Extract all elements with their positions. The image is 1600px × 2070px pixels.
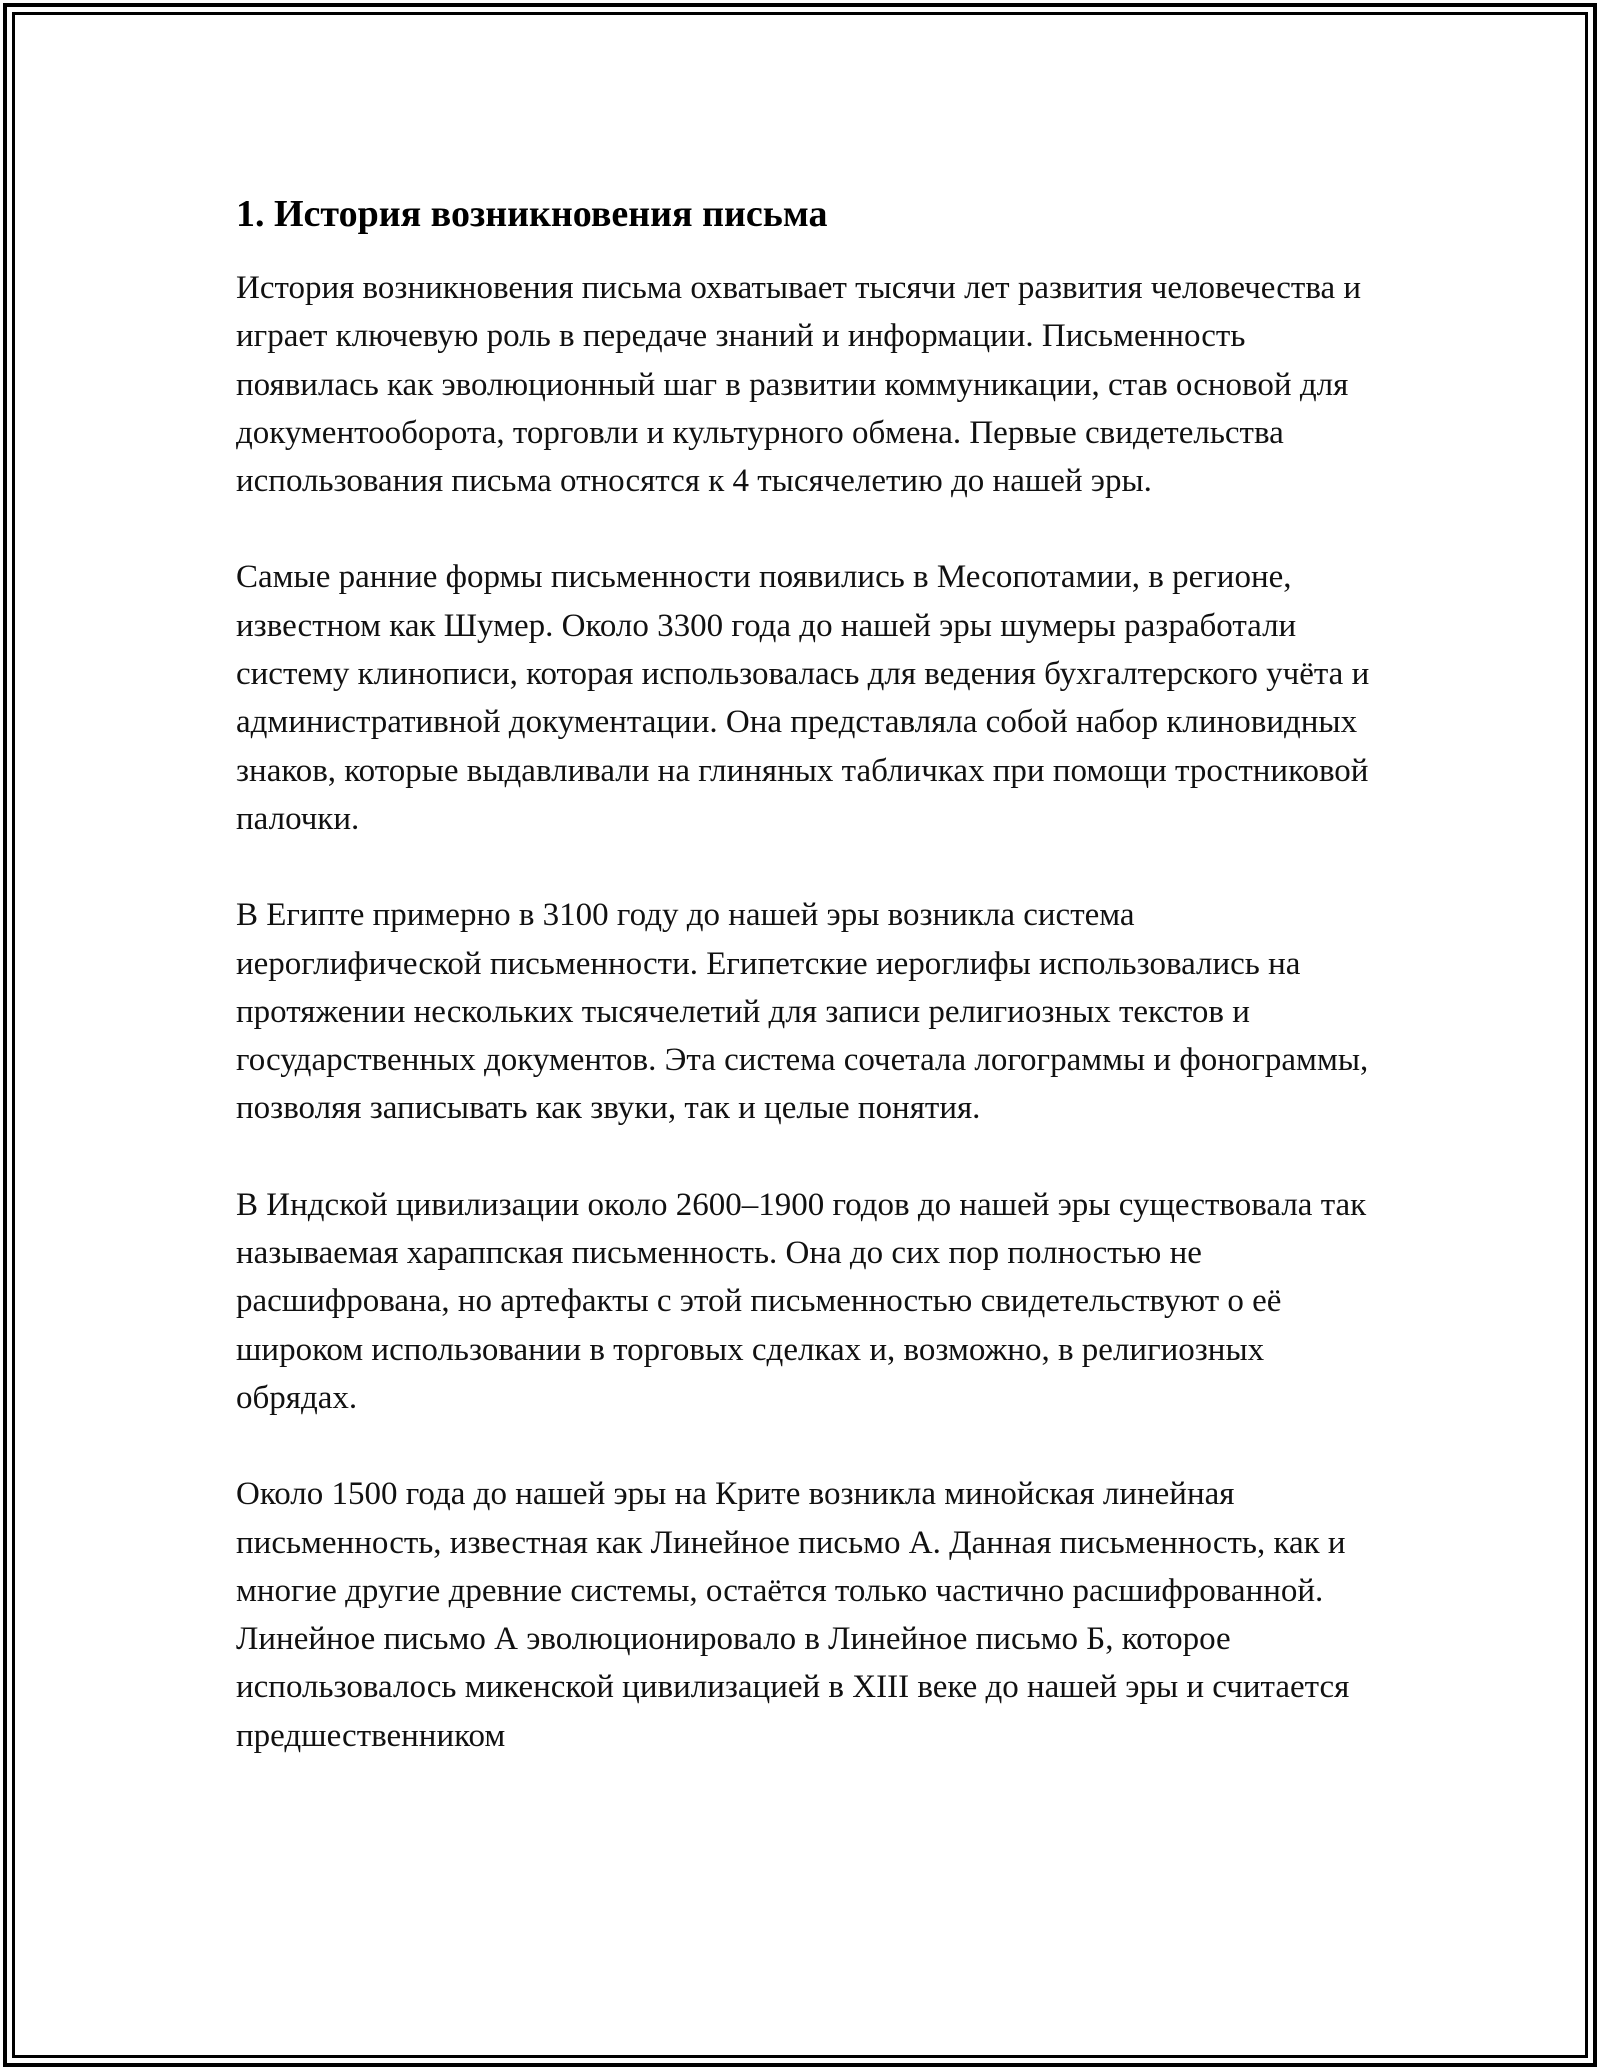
paragraph-egypt: В Египте примерно в 3100 году до нашей эры возникла система иероглифической письменности. Египетские иероглифы использовались на протяжении нескольких тысячелетий для записи религиозных текстов и государственных документов. Эта система сочетала логограммы и фонограммы, позволяя записывать как звуки, так и целые понятия. (236, 897, 1369, 1127)
paragraph-indus: В Индской цивилизации около 2600–1900 годов до нашей эры существовала так называемая хараппская письменность. Она до сих пор полностью не расшифрована, но артефакты с этой письменностью свидетельствуют о её широком использовании в торговых сделках и, возможно, в религиозных обрядах. (236, 1186, 1367, 1416)
paragraph-mesopotamia: Самые ранние формы письменности появились в Месопотамии, в регионе, известном как Шумер. Около 3300 года до нашей эры шумеры разработали систему клинописи, которая использовалась для ведения бухгалтерского учёта и административной документации. Она представляла собой набор клиновидных знаков, которые выдавливали на глиняных табличках при помощи тростниковой палочки. (236, 559, 1370, 837)
paragraph-intro: История возникновения письма охватывает тысячи лет развития человечества и играет ключевую роль в передаче знаний и информации. Письменность появилась как эволюционный шаг в развитии коммуникации, став основой для документооборота, торговли и культурного обмена. Первые свидетельства использования письма относятся к 4 тысячелетию до нашей эры. (236, 270, 1362, 500)
paragraph-crete: Около 1500 года до нашей эры на Крите возникла минойская линейная письменность, известная как Линейное письмо А. Данная письменность, как и многие другие древние системы, остаётся только частично расшифрованной. Линейное письмо А эволюционировало в Линейное письмо Б, которое использовалось микенской цивилизацией в XIII веке до нашей эры и считается предшественником (236, 1476, 1350, 1754)
page-content (236, 186, 1376, 1808)
section-heading: 1. История возникновения письма (236, 193, 828, 235)
